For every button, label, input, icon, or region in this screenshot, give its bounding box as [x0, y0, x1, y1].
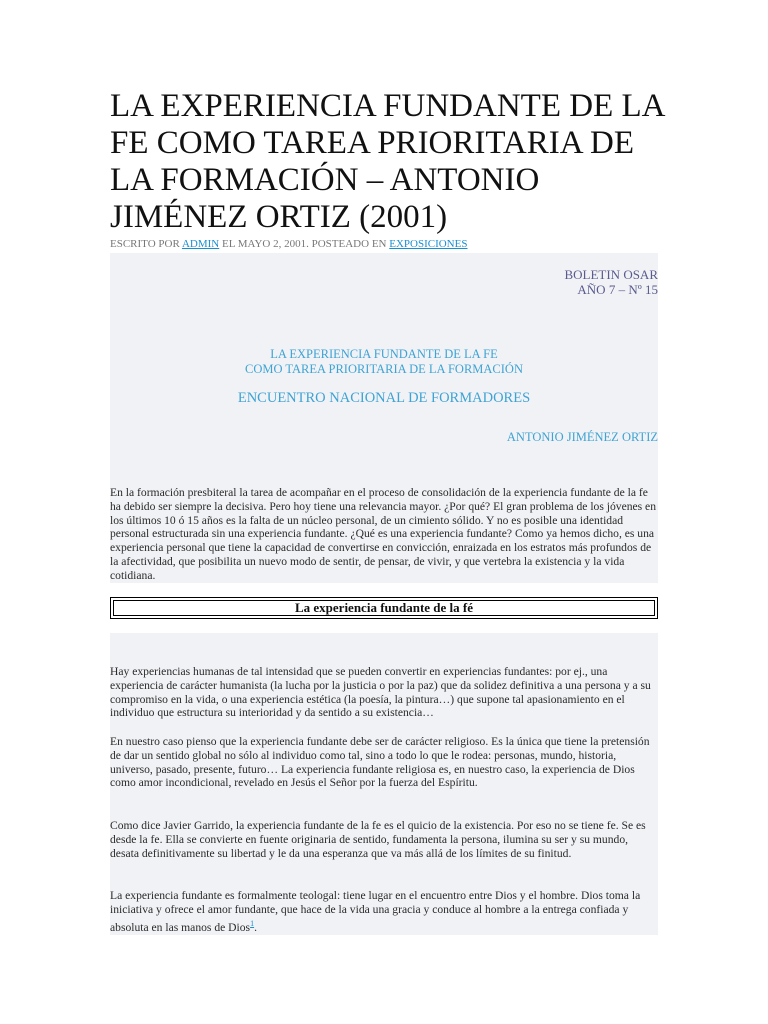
paragraph-4-end: .: [254, 920, 257, 934]
section-heading: La experiencia fundante de la fé: [113, 600, 655, 616]
article-meta: [110, 238, 467, 250]
author-link[interactable]: ADMIN: [181, 238, 220, 250]
meta-written-by: ESCRITO POR: [110, 238, 180, 250]
paragraph-1: Hay experiencias humanas de tal intensidad que se pueden convertir en experiencias fundantes: por ej., una experiencia de carácter humanista (la lucha por la justicia o por la paz) que da solidez definitiva a una persona y a su compromiso en la vida, o una experiencia estética (la poesía, la pintura…) que supone tal apasionamiento en el individuo que estructura su interioridad y da sentido a su existencia…: [110, 665, 651, 720]
intro-paragraph: En la formación presbiteral la tarea de acompañar en el proceso de consolidación de la experiencia fundante de la fe ha debido ser siempre la decisiva. Pero hoy tiene una relevancia mayor. ¿Por qué? El gran problema de los jóvenes en los últimos 10 ó 15 años es la falta de un núcleo personal, de un cimiento sólido. Y no es posible una identidad personal estructurada sin una experiencia fundante. ¿Qué es una experiencia fundante? Como ya hemos dicho, es una experiencia personal que tiene la capacidad de convertirse en convicción, enraizada en los estratos más profundos de la afectividad, que posibilita un nuevo modo de sentir, de pensar, de vivir, y que vertebra la existencia y la vida cotidiana.: [110, 486, 657, 582]
paragraph-3: Como dice Javier Garrido, la experiencia fundante de la fe es el quicio de la existencia. Por eso no se tiene fe. Se es desde la fe. Ella se convierte en fuente originaria de sentido, fundamenta la persona, ilumina su ser y su mundo, desata definitivamente su libertad y le da una esperanza que va más allá de los límites de su finitud.: [110, 819, 646, 860]
document-title-line2: COMO TAREA PRIORITARIA DE LA FORMACIÓN: [244, 362, 523, 376]
article-title: LA EXPERIENCIA FUNDANTE DE LA FE COMO TAREA PRIORITARIA DE LA FORMACIÓN – ANTONIO JIMÉNEZ ORTIZ (2001): [110, 88, 664, 235]
section-heading-box: [110, 597, 658, 619]
bulletin-info: [564, 267, 658, 297]
footnote-link[interactable]: 1: [250, 918, 255, 928]
paragraph-4-text: La experiencia fundante es formalmente teologal: tiene lugar en el encuentro entre Dios y el hombre. Dios toma la iniciativa y ofrece el amor fundante, que hace de la vida una gracia y conduce al hombre a la entrega confiada y absoluta en las manos de Dios: [110, 889, 641, 934]
section-panel: [110, 633, 658, 935]
document-title: [110, 347, 658, 377]
document-title-line1: LA EXPERIENCIA FUNDANTE DE LA FE: [270, 347, 498, 361]
paragraph-4: [110, 889, 658, 934]
paragraph-2: En nuestro caso pienso que la experiencia fundante debe ser de carácter religioso. Es la única que tiene la pretensión de dar un sentido global no sólo al individuo como tal, sino a todo lo que le rodea: personas, mundo, historia, universo, pasado, presente, futuro… La experiencia fundante religiosa es, en nuestro caso, la experiencia de Dios como amor incondicional, revelado en Jesús el Señor por la fuerza del Espíritu.: [110, 735, 650, 790]
header-panel: [110, 253, 658, 583]
bulletin-issue: AÑO 7 – Nº 15: [577, 282, 658, 297]
meta-date: EL MAYO 2, 2001. POSTEADO EN: [221, 238, 387, 250]
document-author: ANTONIO JIMÉNEZ ORTIZ: [506, 430, 658, 444]
bulletin-name: BOLETIN OSAR: [564, 267, 658, 282]
event-name: ENCUENTRO NACIONAL DE FORMADORES: [237, 390, 531, 406]
category-link[interactable]: EXPOSICIONES: [389, 238, 468, 250]
